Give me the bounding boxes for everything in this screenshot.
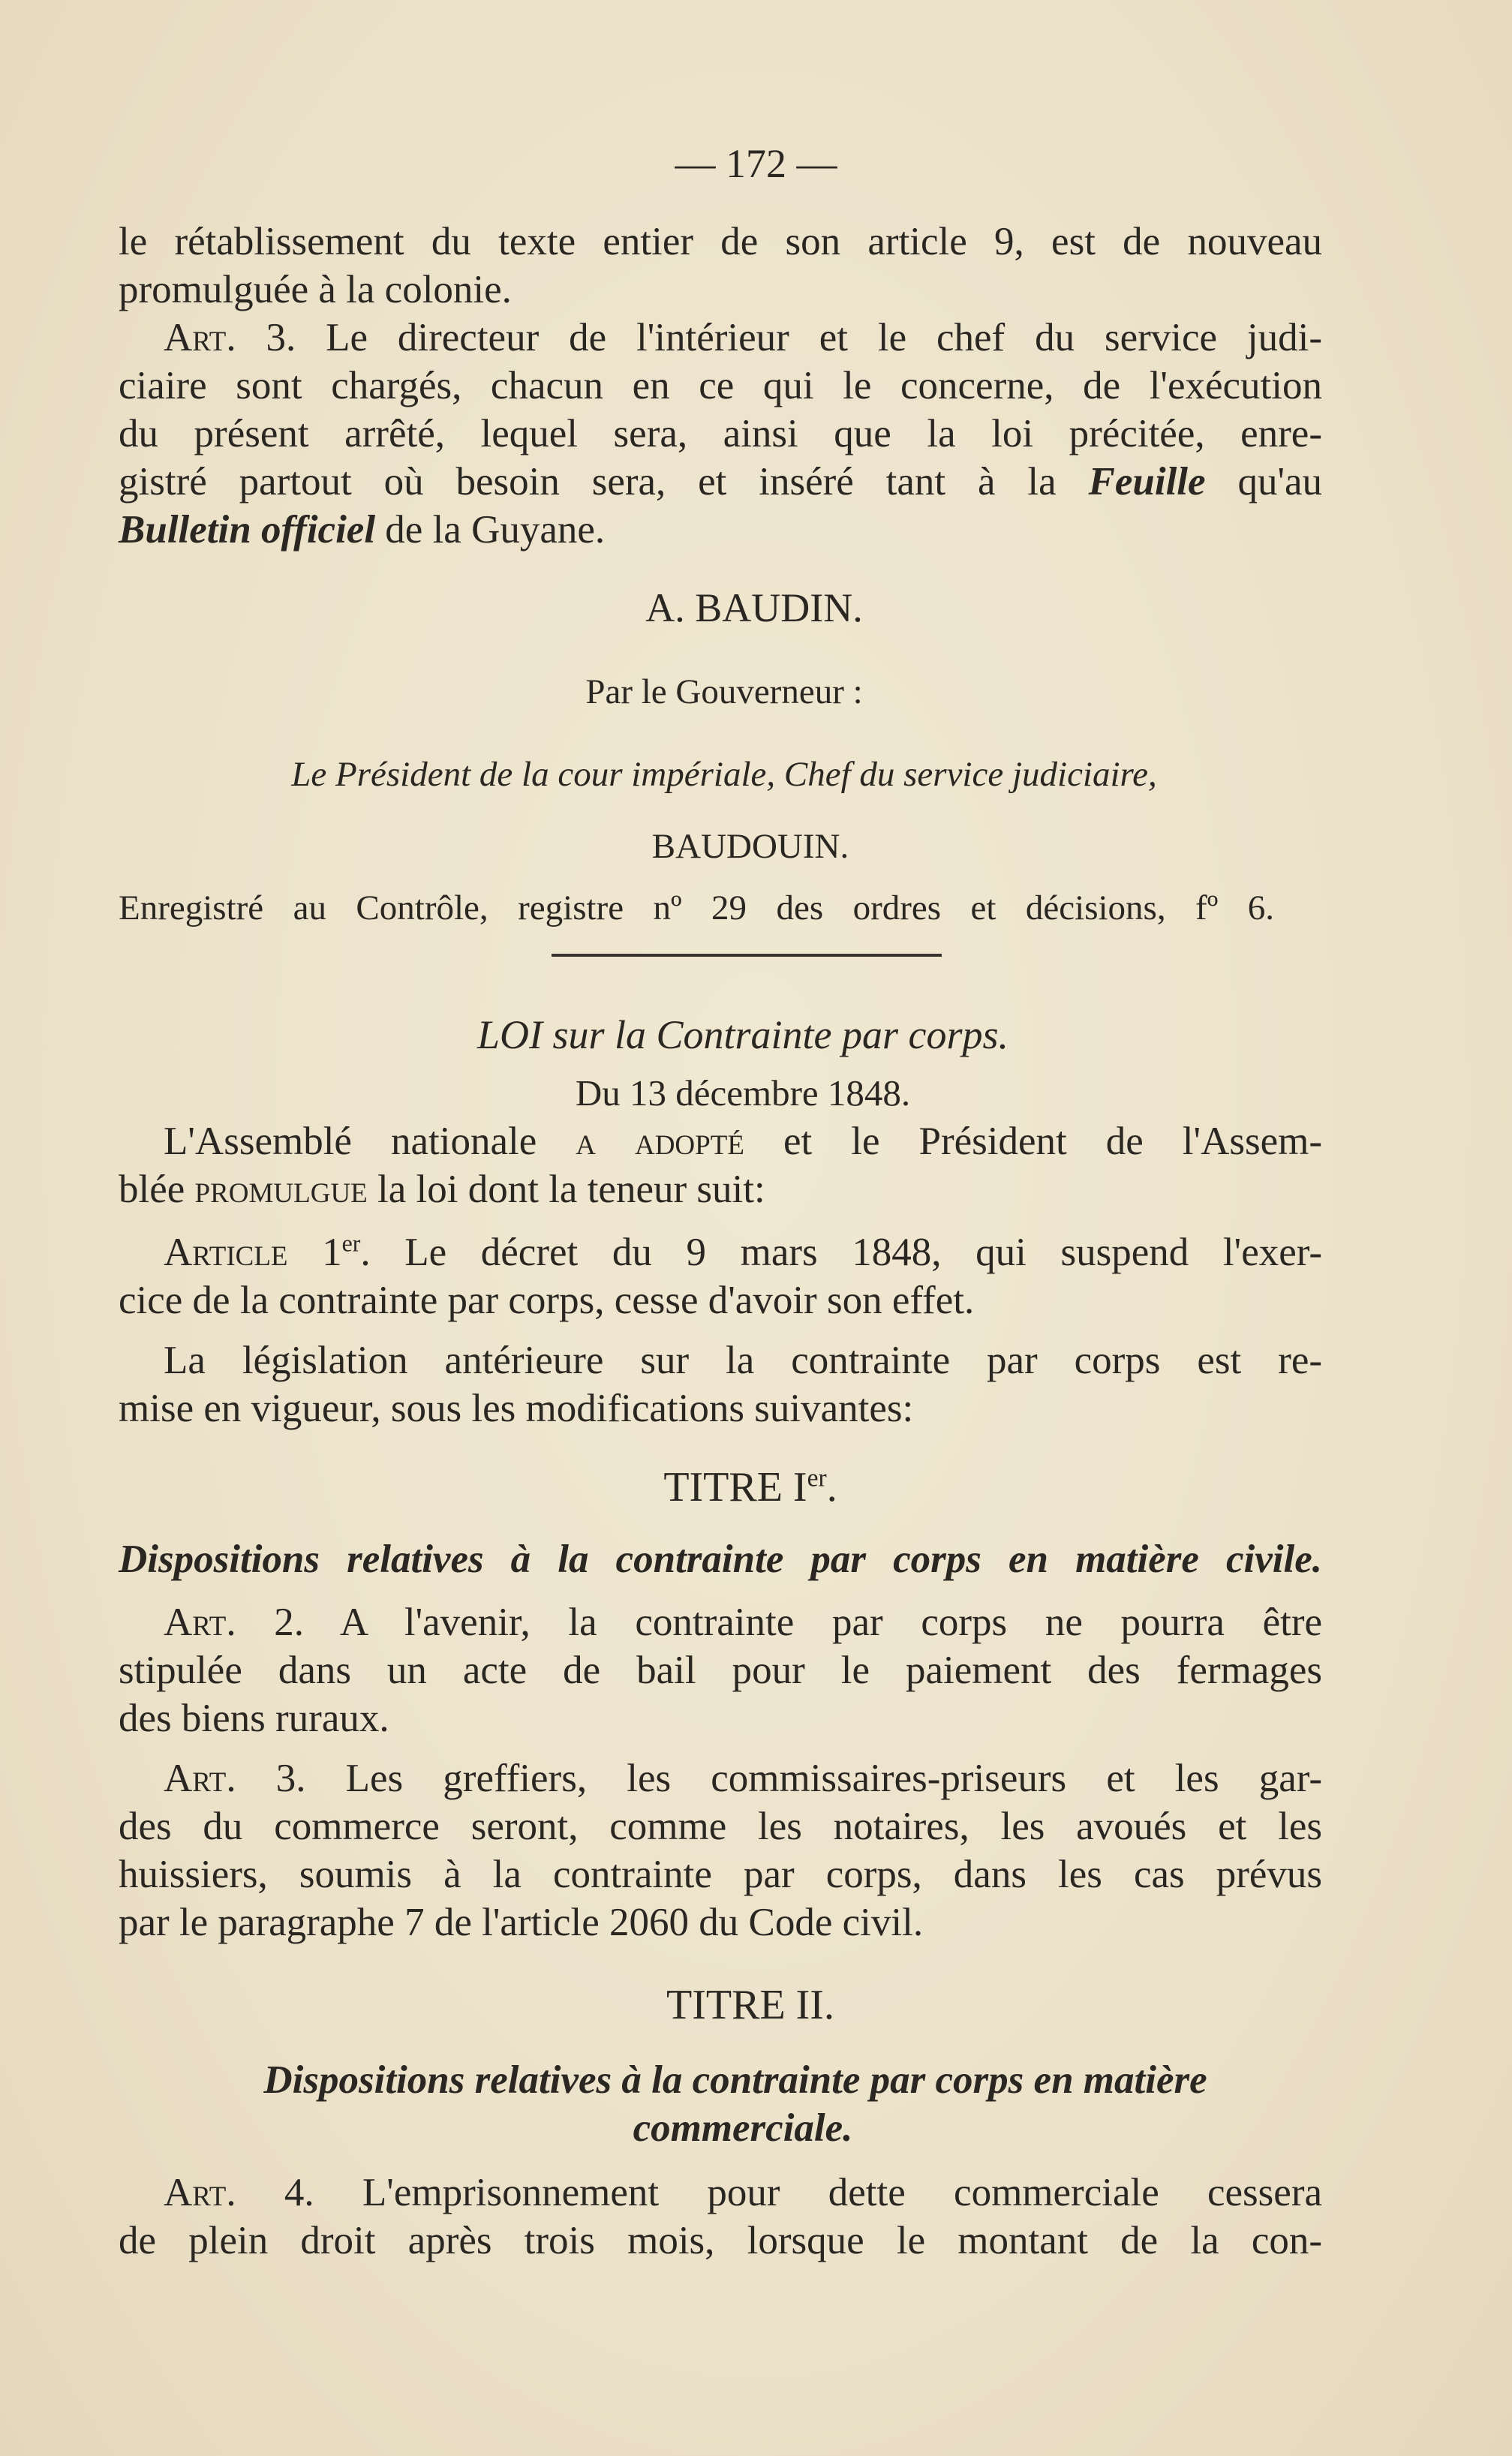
text-span: Le directeur de l'intérieur et le chef du service judi-: [326, 316, 1323, 359]
text-line: par le paragraphe 7 de l'article 2060 du Code civil.: [119, 1901, 924, 1944]
text-line: [119, 506, 1322, 554]
italic-span: Feuille: [1088, 460, 1206, 504]
text-line: promulguée à la colonie.: [119, 268, 512, 311]
article-label: Art. 3.: [164, 316, 296, 359]
signature-baudin: A. BAUDIN.: [645, 585, 863, 630]
superscript: er: [807, 1464, 827, 1493]
president-title: Le Président de la cour impériale, Chef du service judiciaire,: [291, 755, 1157, 794]
registration-line: Enregistré au Contrôle, registre nº 29 des ordres et décisions, fº 6.: [119, 888, 1274, 927]
countersignature-baudouin: BAUDOUIN.: [651, 827, 849, 866]
smallcaps-span: a adopté: [576, 1120, 744, 1163]
text-span: de la Guyane.: [385, 508, 606, 552]
text-line: des biens ruraux.: [119, 1697, 389, 1740]
section-divider: [552, 954, 942, 957]
article-label: Art. 4.: [164, 2171, 314, 2214]
text-span: blée: [119, 1168, 185, 1211]
article-1-line: [119, 1228, 1322, 1276]
heading-text: TITRE I: [663, 1464, 807, 1511]
text-line: ciaire sont chargés, chacun en ce qui le concerne, de l'exécution: [119, 364, 1322, 407]
titre-2-subheading: commerciale.: [633, 2106, 853, 2150]
text-span: qu'au: [1237, 460, 1323, 504]
article-label: Art. 3.: [164, 1757, 306, 1800]
titre-1-subheading: Dispositions relatives à la contrainte par corps en matière civile.: [119, 1538, 1322, 1581]
text-line: [119, 1165, 1322, 1213]
article-4-line: [119, 2169, 1322, 2217]
article-3-line: [119, 314, 1322, 362]
text-line: de plein droit après trois mois, lorsque le montant de la con-: [119, 2219, 1322, 2262]
text-line: [119, 1117, 1322, 1165]
text-line: des du commerce seront, comme les notaires, les avoués et les: [119, 1805, 1322, 1848]
law-title: LOI sur la Contrainte par corps.: [476, 1012, 1009, 1057]
titre-2-subheading: Dispositions relatives à la contrainte par corps en matière: [263, 2058, 1207, 2102]
italic-span: Bulletin officiel: [119, 508, 376, 552]
text-line: mise en vigueur, sous les modifications suivantes:: [119, 1387, 914, 1430]
superscript: er: [341, 1230, 361, 1257]
text-line: huissiers, soumis à la contrainte par corps, dans les cas prévus: [119, 1853, 1322, 1896]
article-3b-line: [119, 1754, 1322, 1802]
titre-2-heading: TITRE II.: [666, 1982, 834, 2028]
text-line: du présent arrêté, lequel sera, ainsi que la loi précitée, enre-: [119, 412, 1322, 455]
text-span: et le Président de l'Assem-: [783, 1120, 1323, 1163]
titre-1-heading: [119, 1463, 1322, 1511]
law-date: Du 13 décembre 1848.: [575, 1072, 911, 1114]
text-line: [119, 458, 1322, 506]
text-span: gistré partout où besoin sera, et inséré tant à la: [119, 460, 1057, 504]
text-line: le rétablissement du texte entier de son article 9, est de nouveau: [119, 220, 1322, 263]
text-span: L'Assemblé nationale: [164, 1120, 537, 1163]
text-line: stipulée dans un acte de bail pour le paiement des fermages: [119, 1649, 1322, 1692]
text-line: La législation antérieure sur la contrainte par corps est re-: [164, 1339, 1322, 1382]
article-label: Art. 2.: [164, 1601, 305, 1644]
text-span: A l'avenir, la contrainte par corps ne pourra être: [339, 1601, 1323, 1644]
page-number: — 172 —: [675, 141, 837, 186]
text-line: cice de la contrainte par corps, cesse d'avoir son effet.: [119, 1279, 975, 1322]
article-2-line: [119, 1598, 1322, 1646]
heading-text: .: [826, 1464, 837, 1511]
text-span: L'emprisonnement pour dette commerciale cessera: [362, 2171, 1323, 2214]
text-span: . Le décret du 9 mars 1848, qui suspend l'exer-: [360, 1231, 1322, 1274]
text-span: la loi dont la teneur suit:: [377, 1168, 765, 1211]
article-label: Article 1: [164, 1231, 342, 1274]
text-span: Les greffiers, les commissaires-priseurs et les gar-: [345, 1757, 1322, 1800]
smallcaps-span: promulgue: [194, 1168, 368, 1211]
par-le-gouverneur: Par le Gouverneur :: [585, 672, 863, 711]
